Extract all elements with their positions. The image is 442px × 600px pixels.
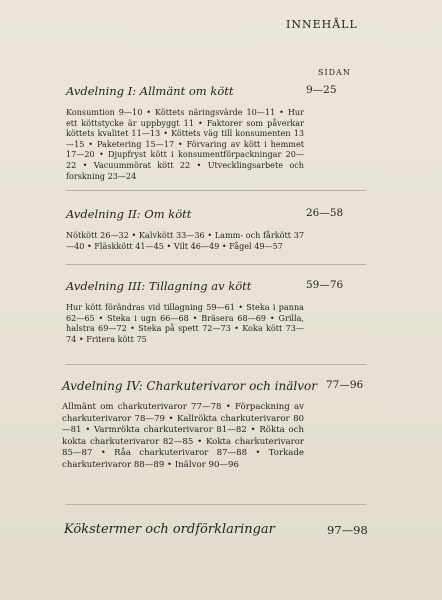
section-pages: 59—76: [306, 279, 344, 291]
section-divider: [66, 190, 366, 191]
section-pages: 26—58: [306, 207, 344, 219]
page-column-label: SIDAN: [318, 68, 351, 77]
section-contents: Nötkött 26—32 • Kalvkött 33—36 • Lamm- och fårkött 37—40 • Fläskkött 41—45 • Vilt 46—49 • Fågel 49—57: [66, 230, 304, 251]
glossary-title: Kökstermer och ordförklaringar: [64, 522, 275, 537]
section-divider: [66, 364, 366, 365]
section-title: Avdelning IV: Charkuterivaror och inälvor: [62, 379, 317, 393]
glossary-pages: 97—98: [327, 523, 368, 537]
section-contents: Hur kött förändras vid tillagning 59—61 • Steka i panna 62—65 • Steka i ugn 66—68 • Bräsera 68—69 • Grilla, halstra 69—72 • Steka på spett 72—73 • Koka kött 73—74 • Fritera kött 75: [66, 302, 304, 344]
section-title: Avdelning III: Tillagning av kött: [66, 279, 252, 293]
section-title: Avdelning II: Om kött: [66, 207, 192, 221]
section-pages: 77—96: [326, 379, 364, 391]
section-divider: [66, 264, 366, 265]
section-title: Avdelning I: Allmänt om kött: [66, 84, 234, 98]
toc-section-1: [66, 84, 366, 181]
toc-section-2: [66, 207, 366, 251]
section-contents: Allmänt om charkuterivaror 77—78 • Förpackning av charkuterivaror 78—79 • Kallrökta charkuterivaror 80—81 • Varmrökta charkuterivaror 81—82 • Rökta och kokta charkuterivaror 82—85 • Kokta charkuterivaror 85—87 • Råa charkuterivaror 87—88 • Torkade charkuterivaror 88—89 • Inälvor 90—96: [62, 402, 304, 470]
section-contents: Konsumtion 9—10 • Köttets näringsvärde 10—11 • Hur ett köttstycke är uppbyggt 11 • Faktorer som påverkar köttets kvalitet 11—13 • Köttets väg till konsumenten 13—15 • Paketering 15—17 • Förvaring av kött i hemmet 17—20 • Djupfryst kött i konsumentförpackningar 20—22 • Vacuummörat kött 22 • Utvecklingsarbete och forskning 23—24: [66, 107, 304, 181]
toc-section-3: [66, 279, 366, 344]
section-pages: 9—25: [306, 84, 337, 96]
section-divider: [66, 504, 366, 505]
toc-section-4: [62, 379, 362, 472]
page-header: INNEHÅLL: [286, 18, 358, 31]
